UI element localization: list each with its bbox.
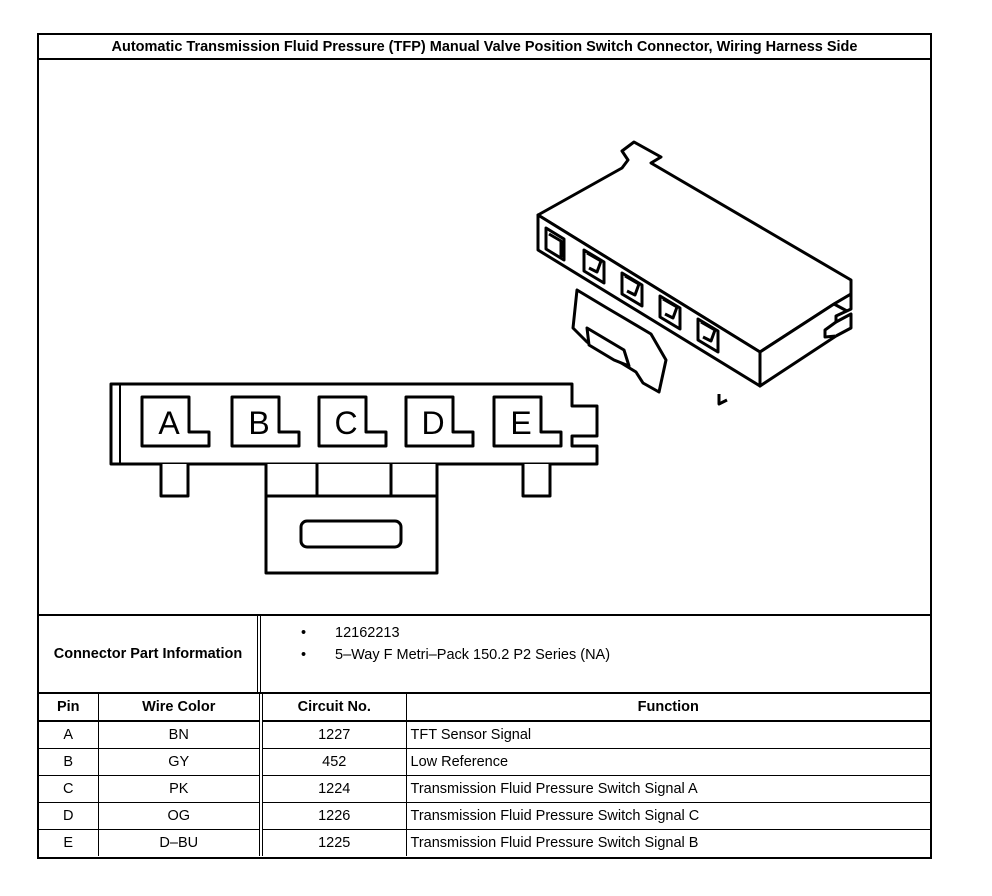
function-cell: Transmission Fluid Pressure Switch Signal B <box>410 835 699 851</box>
pin-cell: B <box>39 749 98 776</box>
cavity-label-b: B <box>248 405 270 441</box>
wire-color-cell: GY <box>98 749 261 776</box>
header-wire-color: Wire Color <box>98 694 261 721</box>
table-row <box>39 776 930 803</box>
header-circuit-no: Circuit No. <box>261 694 406 721</box>
table-row <box>39 721 930 749</box>
header-pin: Pin <box>39 694 98 721</box>
wire-color-cell: OG <box>98 803 261 830</box>
wire-color-cell: BN <box>98 721 261 749</box>
header-function: Function <box>406 694 930 721</box>
function-cell: Low Reference <box>406 749 930 776</box>
table-row <box>39 749 930 776</box>
function-cell: Transmission Fluid Pressure Switch Signal A <box>406 776 930 803</box>
circuit-cell: 1227 <box>261 721 406 749</box>
pin-cell: D <box>39 803 98 830</box>
function-cell: Transmission Fluid Pressure Switch Signal C <box>406 803 930 830</box>
pin-table-header-row <box>39 694 930 721</box>
pin-cell: C <box>39 776 98 803</box>
part-info-item: • 5–Way F Metri–Pack 150.2 P2 Series (NA) <box>301 644 610 666</box>
table-row <box>39 803 930 830</box>
pin-cell: A <box>39 721 98 749</box>
part-info-list <box>301 622 610 666</box>
part-info-label: Connector Part Information <box>39 616 261 692</box>
pin-cell: E <box>39 830 98 857</box>
cavity-label-a: A <box>158 405 180 441</box>
cavity-label-c: C <box>334 405 358 441</box>
pin-table <box>39 694 930 856</box>
connector-part-info <box>39 616 930 694</box>
sheet-title: Automatic Transmission Fluid Pressure (TFP) Manual Valve Position Switch Connector, Wiring Harness Side <box>39 35 930 60</box>
wire-color-cell: D–BU <box>98 830 261 857</box>
circuit-cell: 452 <box>261 749 406 776</box>
cavity-label-d: D <box>421 405 445 441</box>
circuit-cell: 1225 <box>261 830 406 857</box>
connector-drawing <box>39 60 930 616</box>
circuit-cell: 1224 <box>261 776 406 803</box>
function-cell: TFT Sensor Signal <box>406 721 930 749</box>
connector-3d-view <box>538 142 851 404</box>
connector-sheet <box>37 33 932 859</box>
circuit-cell: 1226 <box>261 803 406 830</box>
table-row <box>39 830 930 857</box>
wire-color-cell: PK <box>98 776 261 803</box>
cavity-label-e: E <box>510 405 532 441</box>
part-info-item: • 12162213 <box>301 622 610 644</box>
connector-illustration <box>39 60 930 614</box>
